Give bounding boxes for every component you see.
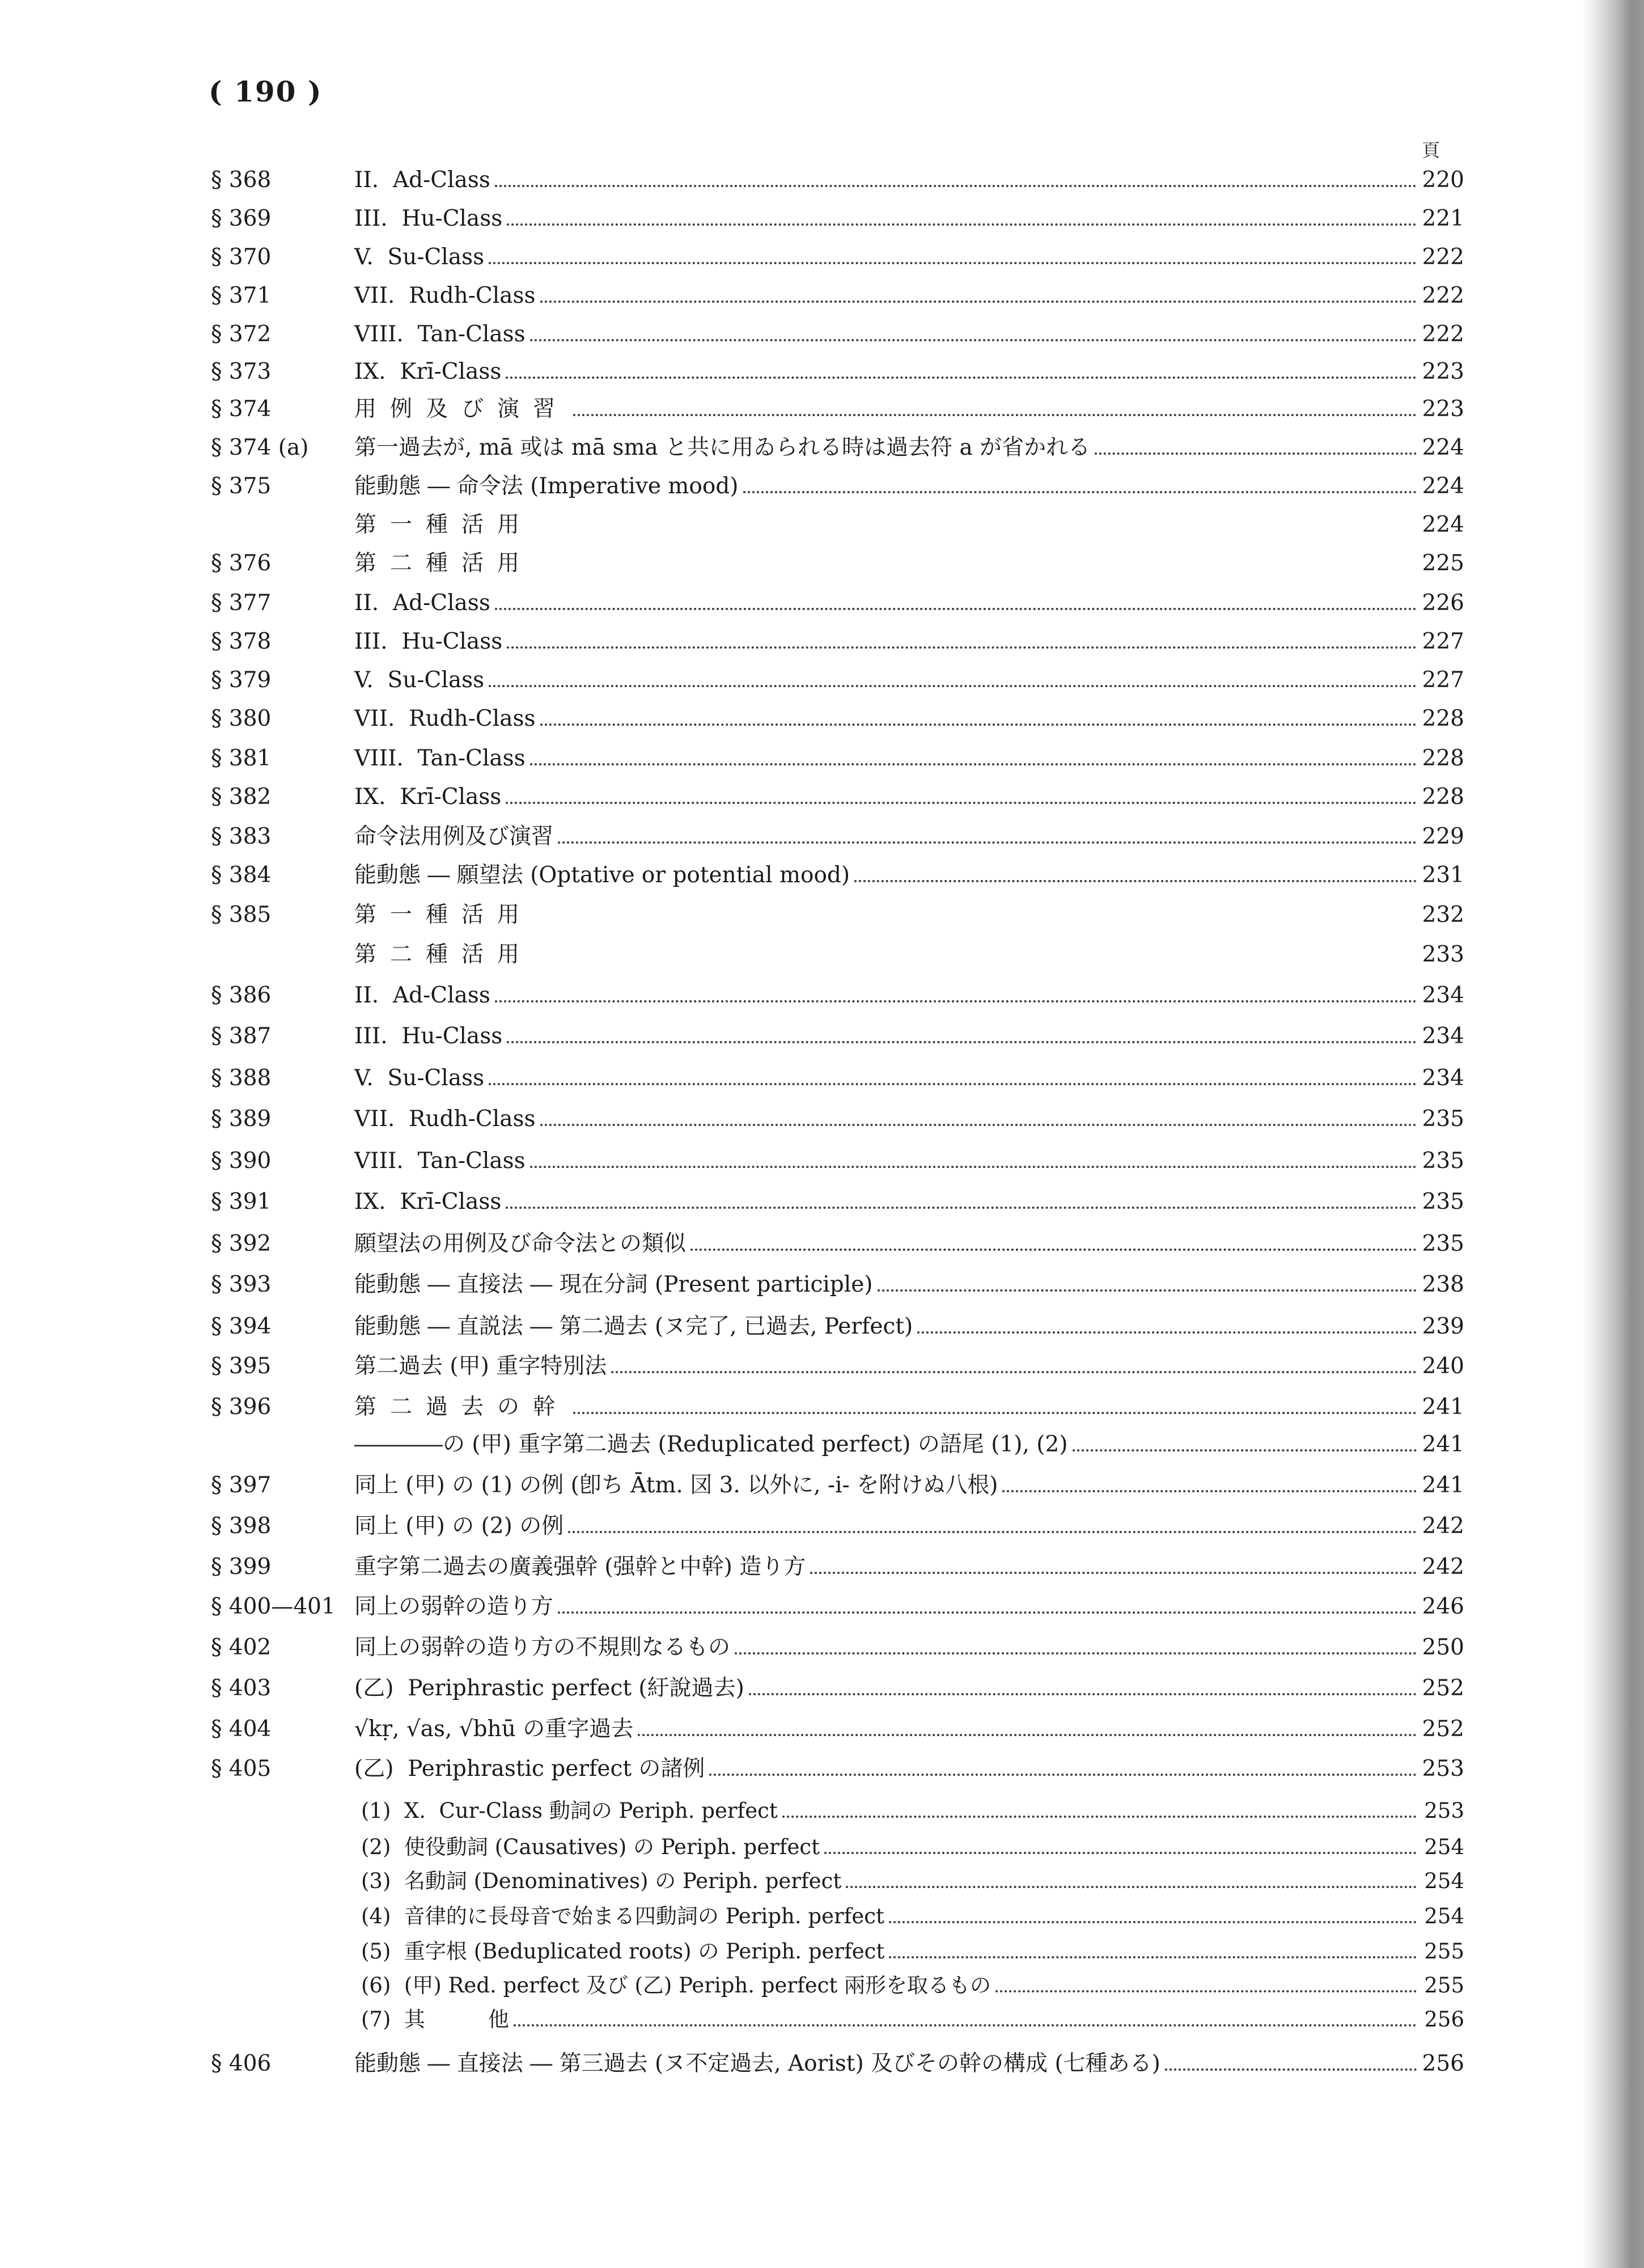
entry-line bbox=[354, 509, 1464, 541]
page-ref: 235 bbox=[1422, 1231, 1464, 1256]
page-ref: 222 bbox=[1422, 244, 1464, 270]
entry-line bbox=[354, 1228, 1464, 1260]
page-number: ( 190 ) bbox=[209, 75, 323, 108]
entry-line bbox=[361, 1936, 1464, 1967]
section-number: § 376 bbox=[211, 551, 272, 576]
entry-title: IX. Krī-Class bbox=[354, 1189, 502, 1215]
entry-line bbox=[354, 471, 1464, 502]
page-ref: 226 bbox=[1422, 590, 1464, 616]
section-number: § 378 bbox=[211, 629, 272, 654]
section-number: § 385 bbox=[211, 902, 272, 928]
toc-entry bbox=[0, 164, 1644, 196]
toc-entry bbox=[0, 319, 1644, 350]
toc-entry bbox=[0, 1901, 1644, 1932]
section-number: § 387 bbox=[211, 1023, 272, 1049]
entry-line bbox=[354, 821, 1464, 853]
page-ref: 246 bbox=[1422, 1594, 1464, 1619]
page-ref: 255 bbox=[1424, 1939, 1464, 1964]
toc-entry bbox=[0, 548, 1644, 579]
entry-title: III. Hu-Class bbox=[354, 1023, 503, 1049]
page-ref: 227 bbox=[1422, 629, 1464, 654]
toc-entry bbox=[0, 626, 1644, 658]
section-number: § 404 bbox=[211, 1716, 272, 1742]
toc-entry bbox=[0, 242, 1644, 273]
dot-leader bbox=[735, 1652, 1417, 1655]
section-number: § 402 bbox=[211, 1635, 272, 1660]
dot-leader bbox=[749, 1693, 1417, 1695]
entry-line bbox=[354, 356, 1464, 388]
dot-leader bbox=[889, 1921, 1417, 1923]
entry-line bbox=[361, 1831, 1464, 1863]
page-ref: 224 bbox=[1422, 435, 1464, 460]
page-ref: 235 bbox=[1422, 1106, 1464, 1132]
entry-title: (6) (甲) Red. perfect 及び (乙) Periph. perfect 兩形を取るもの bbox=[361, 1973, 992, 1998]
entry-title: VII. Rudh-Class bbox=[354, 1106, 536, 1132]
section-number: § 374 bbox=[211, 396, 272, 422]
section-number: § 397 bbox=[211, 1472, 272, 1498]
entry-line bbox=[354, 860, 1464, 891]
section-number: § 386 bbox=[211, 983, 272, 1008]
page-ref: 252 bbox=[1422, 1716, 1464, 1742]
entry-line bbox=[354, 1551, 1464, 1583]
section-number: § 375 bbox=[211, 473, 272, 499]
entry-title: III. Hu-Class bbox=[354, 206, 503, 231]
page-ref: 250 bbox=[1422, 1635, 1464, 1660]
page-ref: 241 bbox=[1422, 1472, 1464, 1498]
entry-title: 命令法用例及び演習 bbox=[354, 824, 554, 849]
page-ref: 240 bbox=[1422, 1353, 1464, 1379]
toc-entry bbox=[0, 939, 1644, 971]
page-ref: 253 bbox=[1424, 1799, 1464, 1823]
entry-line bbox=[354, 980, 1464, 1012]
entry-title: ――――の (甲) 重字第二過去 (Reduplicated perfect) の語尾 (1), (2) bbox=[354, 1432, 1068, 1457]
toc-entry bbox=[0, 1228, 1644, 1260]
toc-entry bbox=[0, 1429, 1644, 1461]
entry-line bbox=[354, 242, 1464, 273]
entry-line bbox=[354, 1021, 1464, 1052]
toc-entry bbox=[0, 203, 1644, 235]
toc-entry bbox=[0, 1551, 1644, 1583]
entry-line bbox=[354, 665, 1464, 696]
entry-title: IX. Krī-Class bbox=[354, 784, 502, 810]
page-ref: 238 bbox=[1422, 1272, 1464, 1297]
page-ref: 228 bbox=[1422, 706, 1464, 731]
entry-line bbox=[361, 1795, 1464, 1827]
entry-line bbox=[354, 1632, 1464, 1664]
entry-line bbox=[354, 939, 1464, 971]
page-ref: 221 bbox=[1422, 206, 1464, 231]
dot-leader bbox=[889, 1956, 1417, 1958]
toc-entry bbox=[0, 356, 1644, 388]
entry-title: 第一過去が, mā 或は mā sma と共に用ゐられる時は過去符 a が省かれる bbox=[354, 435, 1091, 460]
toc-entry bbox=[0, 1470, 1644, 1501]
entry-line bbox=[354, 781, 1464, 813]
section-number: § 389 bbox=[211, 1106, 272, 1132]
toc-entry bbox=[0, 980, 1644, 1012]
entry-title: VIII. Tan-Class bbox=[354, 1148, 526, 1174]
entry-title: 能動態 ― 直説法 ― 第二過去 (ヌ完了, 已過去, Perfect) bbox=[354, 1314, 913, 1339]
entry-title: √kṛ, √as, √bhū の重字過去 bbox=[354, 1716, 634, 1742]
page-column-header: 頁 bbox=[1422, 139, 1440, 161]
page-ref: 254 bbox=[1424, 1835, 1464, 1859]
entry-line bbox=[354, 1591, 1464, 1623]
dot-leader bbox=[854, 880, 1417, 882]
page-ref: 224 bbox=[1422, 512, 1464, 538]
section-number: § 370 bbox=[211, 244, 272, 270]
dot-leader bbox=[507, 646, 1417, 649]
entry-line bbox=[361, 2004, 1464, 2036]
entry-line bbox=[354, 1103, 1464, 1135]
dot-leader bbox=[514, 2024, 1417, 2026]
entry-title: 願望法の用例及び命令法との類似 bbox=[354, 1231, 687, 1256]
dot-leader bbox=[507, 223, 1417, 226]
entry-title: (1) X. Cur-Class 動詞の Periph. perfect bbox=[361, 1799, 778, 1823]
page-ref: 224 bbox=[1422, 473, 1464, 499]
entry-title: 第一種活用 bbox=[354, 902, 533, 928]
entry-title: 第二過去の幹 bbox=[354, 1394, 569, 1420]
dot-leader bbox=[573, 1412, 1417, 1414]
toc-entry bbox=[0, 1865, 1644, 1897]
entry-line bbox=[354, 432, 1464, 464]
dot-leader bbox=[638, 1734, 1417, 1736]
page-ref: 253 bbox=[1422, 1756, 1464, 1782]
entry-line bbox=[354, 743, 1464, 775]
entry-title: 用例及び演習 bbox=[354, 396, 569, 422]
section-number: § 384 bbox=[211, 862, 272, 888]
page-ref: 228 bbox=[1422, 746, 1464, 771]
page-ref: 242 bbox=[1422, 1554, 1464, 1580]
section-number: § 400—401 bbox=[211, 1594, 336, 1619]
page-ref: 239 bbox=[1422, 1314, 1464, 1339]
toc-entry bbox=[0, 1673, 1644, 1704]
toc-entry bbox=[0, 280, 1644, 312]
entry-title: II. Ad-Class bbox=[354, 983, 490, 1008]
toc-entry bbox=[0, 1311, 1644, 1343]
entry-title: 重字第二過去の廣義强幹 (强幹と中幹) 造り方 bbox=[354, 1554, 806, 1580]
dot-leader bbox=[1073, 1449, 1417, 1452]
entry-line bbox=[354, 164, 1464, 196]
dot-leader bbox=[1002, 1490, 1417, 1492]
dot-leader bbox=[558, 841, 1417, 844]
entry-line bbox=[354, 393, 1464, 425]
dot-leader bbox=[846, 1886, 1417, 1888]
entry-line bbox=[354, 1510, 1464, 1542]
toc-entry bbox=[0, 781, 1644, 813]
dot-leader bbox=[540, 1124, 1417, 1126]
section-number: § 368 bbox=[211, 167, 272, 193]
toc-entry bbox=[0, 432, 1644, 464]
section-number: § 380 bbox=[211, 706, 272, 731]
entry-title: III. Hu-Class bbox=[354, 629, 503, 654]
section-number: § 396 bbox=[211, 1394, 272, 1420]
entry-title: V. Su-Class bbox=[354, 244, 485, 270]
entry-line bbox=[361, 1865, 1464, 1897]
entry-title: VIII. Tan-Class bbox=[354, 746, 526, 771]
page-ref: 233 bbox=[1422, 942, 1464, 967]
page-ref: 229 bbox=[1422, 824, 1464, 849]
dot-leader bbox=[530, 1166, 1417, 1168]
entry-line bbox=[354, 203, 1464, 235]
entry-title: V. Su-Class bbox=[354, 1065, 485, 1091]
toc-entry bbox=[0, 1269, 1644, 1301]
page-ref: 252 bbox=[1422, 1675, 1464, 1701]
entry-line bbox=[354, 1145, 1464, 1177]
entry-title: (3) 名動詞 (Denominatives) の Periph. perfect bbox=[361, 1869, 842, 1893]
entry-line bbox=[354, 1673, 1464, 1704]
page-ref: 235 bbox=[1422, 1189, 1464, 1215]
page-ref: 220 bbox=[1422, 167, 1464, 193]
dot-leader bbox=[743, 491, 1417, 493]
toc-entry bbox=[0, 821, 1644, 853]
dot-leader bbox=[611, 1371, 1417, 1373]
entry-title: (乙) Periphrastic perfect の諸例 bbox=[354, 1756, 705, 1782]
entry-title: VII. Rudh-Class bbox=[354, 706, 536, 731]
entry-title: 能動態 ― 直接法 ― 第三過去 (ヌ不定過去, Aorist) 及びその幹の構成 (七種ある) bbox=[354, 2051, 1160, 2076]
dot-leader bbox=[530, 339, 1417, 341]
section-number: § 399 bbox=[211, 1554, 272, 1580]
dot-leader bbox=[558, 1611, 1417, 1614]
toc-entry bbox=[0, 1351, 1644, 1382]
entry-title: (7) 其 他 bbox=[361, 2007, 509, 2032]
toc-entry bbox=[0, 2004, 1644, 2036]
entry-line bbox=[354, 899, 1464, 931]
entry-title: 能動態 ― 願望法 (Optative or potential mood) bbox=[354, 862, 850, 888]
dot-leader bbox=[810, 1572, 1417, 1574]
section-number: § 390 bbox=[211, 1148, 272, 1174]
page-ref: 254 bbox=[1424, 1869, 1464, 1893]
section-number: § 371 bbox=[211, 283, 272, 308]
entry-title: 第一種活用 bbox=[354, 512, 533, 538]
entry-line bbox=[354, 2048, 1464, 2080]
section-number: § 369 bbox=[211, 206, 272, 231]
page-ref: 234 bbox=[1422, 1023, 1464, 1049]
dot-leader bbox=[568, 1531, 1417, 1533]
toc-entry bbox=[0, 1753, 1644, 1785]
page-ref: 225 bbox=[1422, 551, 1464, 576]
section-number: § 383 bbox=[211, 824, 272, 849]
entry-title: 能動態 ― 命令法 (Imperative mood) bbox=[354, 473, 739, 499]
entry-line bbox=[361, 1901, 1464, 1932]
dot-leader bbox=[489, 1083, 1417, 1085]
dot-leader bbox=[878, 1289, 1417, 1292]
section-number: § 388 bbox=[211, 1065, 272, 1091]
dot-leader bbox=[917, 1331, 1417, 1334]
toc-entry bbox=[0, 1591, 1644, 1623]
toc-entry bbox=[0, 587, 1644, 619]
toc-entry bbox=[0, 1936, 1644, 1967]
dot-leader bbox=[489, 262, 1417, 264]
page-ref: 222 bbox=[1422, 283, 1464, 308]
entry-title: (2) 使役動詞 (Causatives) の Periph. perfect bbox=[361, 1835, 820, 1859]
dot-leader bbox=[530, 763, 1417, 765]
section-number: § 395 bbox=[211, 1353, 272, 1379]
dot-leader bbox=[540, 301, 1417, 303]
page-ref: 254 bbox=[1424, 1904, 1464, 1928]
section-number: § 398 bbox=[211, 1513, 272, 1539]
toc-entry bbox=[0, 1632, 1644, 1664]
section-number: § 392 bbox=[211, 1231, 272, 1256]
dot-leader bbox=[573, 414, 1417, 416]
entry-line bbox=[354, 1311, 1464, 1343]
entry-title: 第二過去 (甲) 重字特別法 bbox=[354, 1353, 607, 1379]
entry-line bbox=[354, 319, 1464, 350]
entry-line bbox=[354, 1470, 1464, 1501]
entry-line bbox=[354, 280, 1464, 312]
page-ref: 242 bbox=[1422, 1513, 1464, 1539]
dot-leader bbox=[495, 608, 1417, 610]
entry-line bbox=[354, 548, 1464, 579]
toc-entry bbox=[0, 1145, 1644, 1177]
entry-line bbox=[354, 1063, 1464, 1094]
entry-line bbox=[354, 1269, 1464, 1301]
toc-entry bbox=[0, 1391, 1644, 1423]
dot-leader bbox=[1095, 452, 1417, 455]
entry-line bbox=[354, 626, 1464, 658]
entry-title: (4) 音律的に長母音で始まる四動詞の Periph. perfect bbox=[361, 1904, 884, 1928]
toc-entry bbox=[0, 665, 1644, 696]
entry-line bbox=[354, 1753, 1464, 1785]
toc-entry bbox=[0, 1021, 1644, 1052]
entry-title: 同上 (甲) の (1) の例 (卽ち Ātm. 㘝 3. 以外に, -i- を附けぬ八根) bbox=[354, 1472, 998, 1498]
entry-line bbox=[354, 587, 1464, 619]
page-ref: 231 bbox=[1422, 862, 1464, 888]
toc-entry bbox=[0, 1831, 1644, 1863]
toc-entry bbox=[0, 1063, 1644, 1094]
page-ref: 234 bbox=[1422, 1065, 1464, 1091]
toc-entry bbox=[0, 1103, 1644, 1135]
section-number: § 379 bbox=[211, 667, 272, 693]
page-ref: 227 bbox=[1422, 667, 1464, 693]
section-number: § 406 bbox=[211, 2051, 272, 2076]
entry-line bbox=[354, 1351, 1464, 1382]
toc-entry bbox=[0, 393, 1644, 425]
dot-leader bbox=[995, 1990, 1417, 1992]
entry-title: 第二種活用 bbox=[354, 942, 533, 967]
toc-entry bbox=[0, 471, 1644, 502]
section-number: § 374 (a) bbox=[211, 435, 309, 460]
entry-line bbox=[354, 1186, 1464, 1218]
dot-leader bbox=[824, 1852, 1417, 1854]
entry-title: 同上 (甲) の (2) の例 bbox=[354, 1513, 564, 1539]
entry-line bbox=[354, 1391, 1464, 1423]
entry-title: (5) 重字根 (Beduplicated roots) の Periph. perfect bbox=[361, 1939, 885, 1964]
dot-leader bbox=[540, 723, 1417, 726]
dot-leader bbox=[506, 376, 1417, 379]
page-ref: 256 bbox=[1422, 2051, 1464, 2076]
page-ref: 255 bbox=[1424, 1973, 1464, 1998]
section-number: § 391 bbox=[211, 1189, 272, 1215]
entry-title: V. Su-Class bbox=[354, 667, 485, 693]
section-number: § 403 bbox=[211, 1675, 272, 1701]
page-ref: 256 bbox=[1424, 2007, 1464, 2032]
section-number: § 382 bbox=[211, 784, 272, 810]
section-number: § 394 bbox=[211, 1314, 272, 1339]
entry-title: 同上の弱幹の造り方の不規則なるもの bbox=[354, 1635, 731, 1660]
entry-line bbox=[354, 1429, 1464, 1461]
dot-leader bbox=[495, 185, 1417, 187]
entry-title: IX. Krī-Class bbox=[354, 359, 502, 384]
toc-entry bbox=[0, 860, 1644, 891]
toc-entry bbox=[0, 1713, 1644, 1745]
page-ref: 235 bbox=[1422, 1148, 1464, 1174]
page-ref: 228 bbox=[1422, 784, 1464, 810]
entry-title: 能動態 ― 直接法 ― 現在分詞 (Present participle) bbox=[354, 1272, 873, 1297]
section-number: § 393 bbox=[211, 1272, 272, 1297]
dot-leader bbox=[506, 802, 1417, 804]
dot-leader bbox=[1165, 2068, 1417, 2071]
section-number: § 405 bbox=[211, 1756, 272, 1782]
page-ref: 234 bbox=[1422, 983, 1464, 1008]
page-ref: 223 bbox=[1422, 359, 1464, 384]
entry-title: 第二種活用 bbox=[354, 551, 533, 576]
page-ref: 232 bbox=[1422, 902, 1464, 928]
section-number: § 372 bbox=[211, 321, 272, 347]
dot-leader bbox=[709, 1774, 1417, 1776]
toc-entry bbox=[0, 703, 1644, 735]
entry-line bbox=[354, 703, 1464, 735]
section-number: § 377 bbox=[211, 590, 272, 616]
toc-entry bbox=[0, 743, 1644, 775]
toc-entry bbox=[0, 509, 1644, 541]
dot-leader bbox=[506, 1207, 1417, 1209]
dot-leader bbox=[782, 1816, 1417, 1818]
section-number: § 381 bbox=[211, 746, 272, 771]
entry-line bbox=[354, 1713, 1464, 1745]
dot-leader bbox=[507, 1041, 1417, 1043]
entry-title: (乙) Periphrastic perfect (紆說過去) bbox=[354, 1675, 744, 1701]
toc-entry bbox=[0, 2048, 1644, 2080]
toc-entry bbox=[0, 1795, 1644, 1827]
dot-leader bbox=[489, 685, 1417, 687]
toc-entry bbox=[0, 1970, 1644, 2002]
page-ref: 241 bbox=[1422, 1394, 1464, 1420]
entry-title: 同上の弱幹の造り方 bbox=[354, 1594, 554, 1619]
dot-leader bbox=[690, 1249, 1417, 1251]
toc-entry bbox=[0, 1186, 1644, 1218]
toc-entry bbox=[0, 1510, 1644, 1542]
entry-line bbox=[361, 1970, 1464, 2002]
dot-leader bbox=[495, 1000, 1417, 1002]
page-ref: 222 bbox=[1422, 321, 1464, 347]
toc-entry bbox=[0, 899, 1644, 931]
page-ref: 241 bbox=[1422, 1432, 1464, 1457]
entry-title: II. Ad-Class bbox=[354, 590, 490, 616]
entry-title: II. Ad-Class bbox=[354, 167, 490, 193]
page-ref: 223 bbox=[1422, 396, 1464, 422]
entry-title: VIII. Tan-Class bbox=[354, 321, 526, 347]
entry-title: VII. Rudh-Class bbox=[354, 283, 536, 308]
section-number: § 373 bbox=[211, 359, 272, 384]
